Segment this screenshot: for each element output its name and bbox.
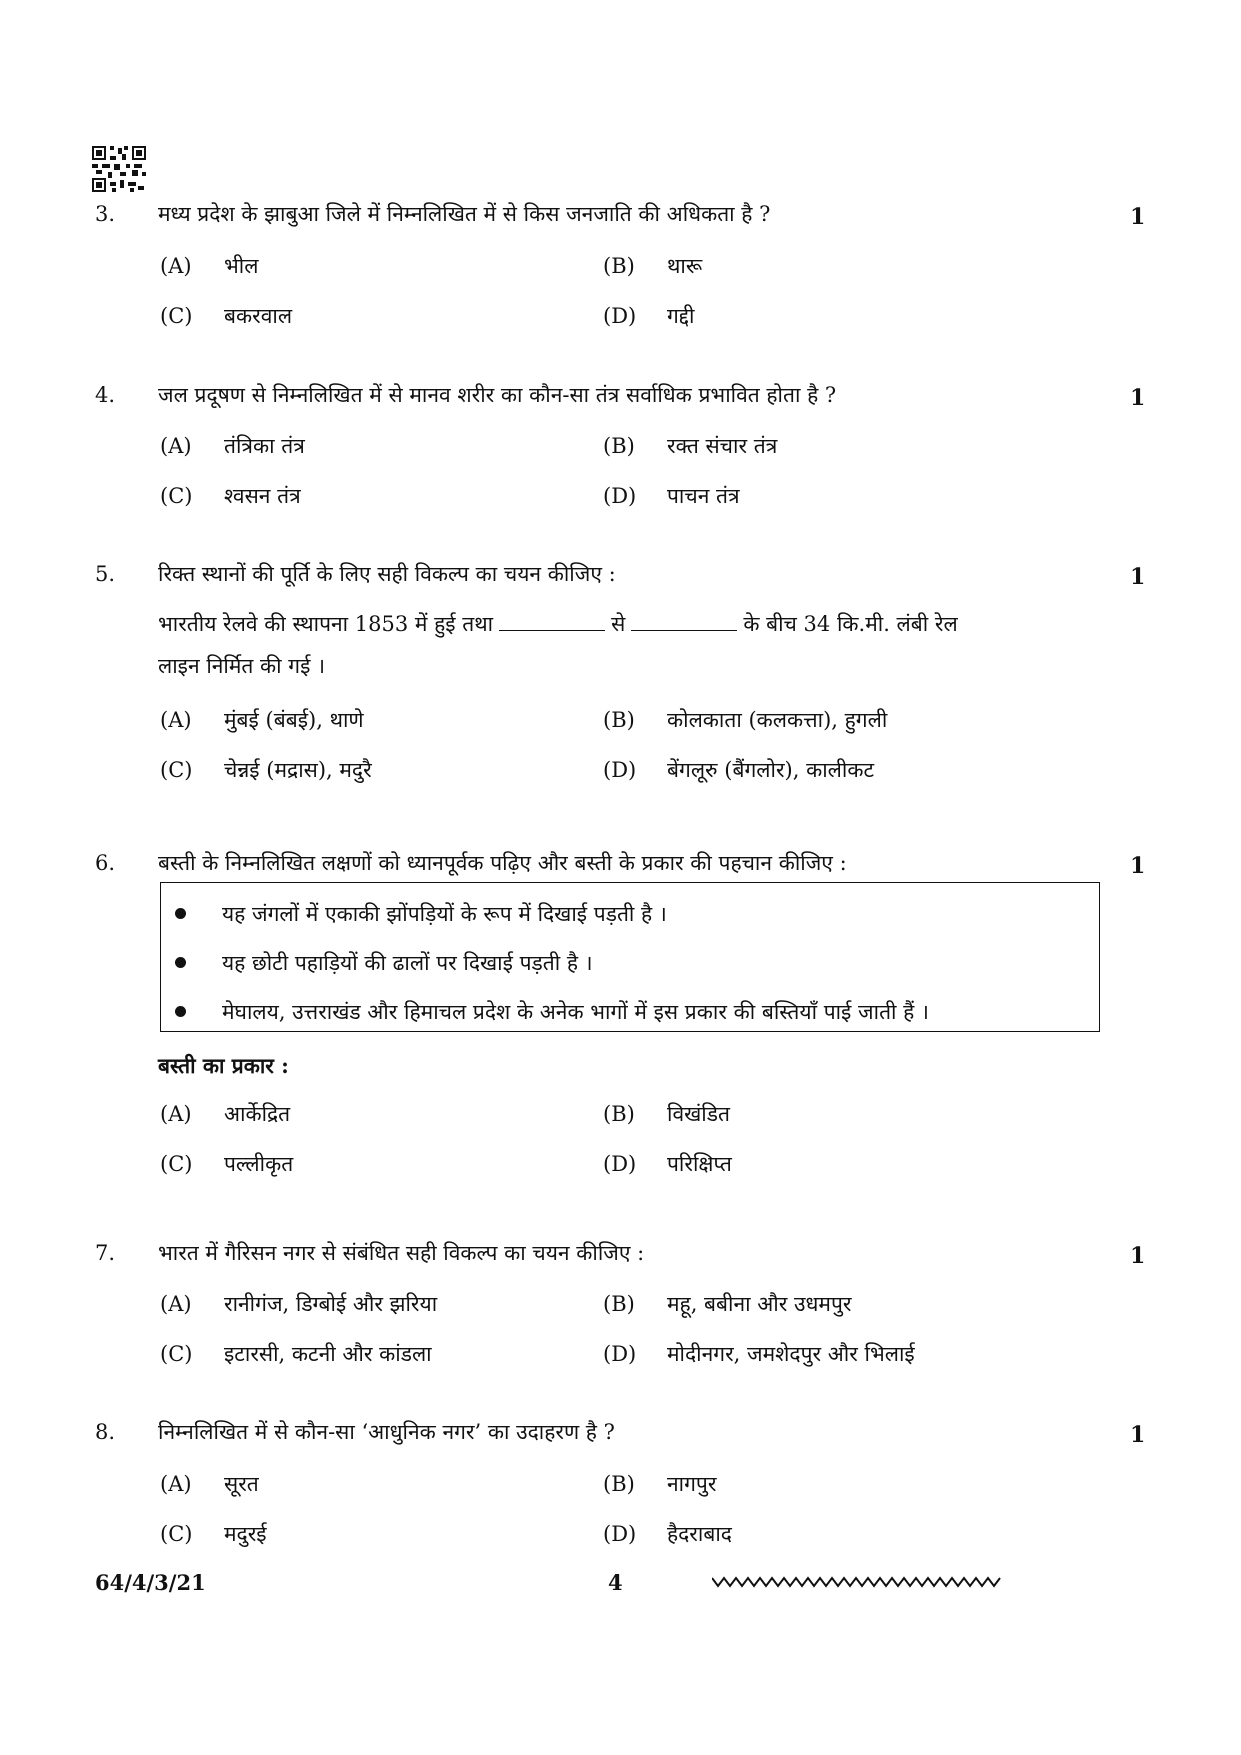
page-number: 4 bbox=[608, 1570, 623, 1595]
option-a: (A) सूरत bbox=[160, 1472, 259, 1496]
option-b: (B) विखंडित bbox=[603, 1102, 730, 1126]
option-d: (D) पाचन तंत्र bbox=[603, 484, 740, 508]
option-a: (A) रानीगंज, डिग्बोई और झरिया bbox=[160, 1292, 438, 1316]
question-text: निम्नलिखित में से कौन-सा ‘आधुनिक नगर’ का उदाहरण है ? bbox=[158, 1420, 615, 1444]
option-d: (D) परिक्षिप्त bbox=[603, 1152, 732, 1176]
question-text: जल प्रदूषण से निम्नलिखित में से मानव शरीर का कौन-सा तंत्र सर्वाधिक प्रभावित होता है ? bbox=[158, 383, 837, 407]
option-d: (D) बेंगलूरु (बैंगलोर), कालीकट bbox=[603, 758, 875, 782]
option-b: (B) कोलकाता (कलकत्ता), हुगली bbox=[603, 708, 888, 732]
question-number: 6. bbox=[95, 851, 116, 875]
option-c: (C) मदुरई bbox=[160, 1522, 267, 1546]
fill-in-sentence-line-2: लाइन निर्मित की गई । bbox=[158, 654, 326, 678]
option-b: (B) महू, बबीना और उधमपुर bbox=[603, 1292, 852, 1316]
question-number: 8. bbox=[95, 1420, 116, 1444]
question-marks: 1 bbox=[1130, 204, 1146, 230]
question-text: रिक्त स्थानों की पूर्ति के लिए सही विकल्प का चयन कीजिए : bbox=[158, 562, 616, 586]
option-a: (A) तंत्रिका तंत्र bbox=[160, 434, 305, 458]
option-c: (C) चेन्नई (मद्रास), मदुरै bbox=[160, 758, 372, 782]
option-c: (C) श्वसन तंत्र bbox=[160, 484, 301, 508]
bullet-icon bbox=[175, 957, 186, 968]
blank-1 bbox=[499, 612, 605, 631]
question-number: 7. bbox=[95, 1241, 116, 1265]
question-marks: 1 bbox=[1130, 385, 1146, 411]
qr-code bbox=[92, 146, 146, 192]
option-c: (C) इटारसी, कटनी और कांडला bbox=[160, 1342, 432, 1366]
option-d: (D) गद्दी bbox=[603, 304, 695, 328]
bullet-icon bbox=[175, 1006, 186, 1017]
bullet-icon bbox=[175, 908, 186, 919]
settlement-type-heading: बस्ती का प्रकार : bbox=[158, 1053, 289, 1078]
option-d: (D) मोदीनगर, जमशेदपुर और भिलाई bbox=[603, 1342, 915, 1366]
bullet-item: यह छोटी पहाड़ियों की ढालों पर दिखाई पड़ती है । bbox=[175, 949, 593, 977]
paper-code: 64/4/3/21 bbox=[95, 1570, 206, 1595]
blank-2 bbox=[631, 612, 737, 631]
option-b: (B) रक्त संचार तंत्र bbox=[603, 434, 778, 458]
question-text: बस्ती के निम्नलिखित लक्षणों को ध्यानपूर्वक पढ़िए और बस्ती के प्रकार की पहचान कीजिए : bbox=[158, 851, 847, 875]
bullet-item: मेघालय, उत्तराखंड और हिमाचल प्रदेश के अनेक भागों में इस प्रकार की बस्तियाँ पाई जाती हैं । bbox=[175, 998, 929, 1026]
question-number: 5. bbox=[95, 562, 116, 586]
option-a: (A) भील bbox=[160, 254, 259, 278]
bullet-item: यह जंगलों में एकाकी झोंपड़ियों के रूप में दिखाई पड़ती है । bbox=[175, 900, 667, 928]
question-marks: 1 bbox=[1130, 564, 1146, 590]
option-c: (C) बकरवाल bbox=[160, 304, 293, 328]
option-a: (A) आर्केद्रित bbox=[160, 1102, 291, 1126]
option-a: (A) मुंबई (बंबई), थाणे bbox=[160, 708, 364, 732]
option-b: (B) थारू bbox=[603, 254, 703, 278]
fill-in-sentence: भारतीय रेलवे की स्थापना 1853 में हुई तथा से के बीच 34 कि.मी. लंबी रेल bbox=[158, 612, 958, 636]
wavy-line-decoration bbox=[712, 1574, 1004, 1588]
question-text: भारत में गैरिसन नगर से संबंधित सही विकल्प का चयन कीजिए : bbox=[158, 1241, 645, 1265]
option-b: (B) नागपुर bbox=[603, 1472, 717, 1496]
question-marks: 1 bbox=[1130, 1422, 1146, 1448]
question-text: मध्य प्रदेश के झाबुआ जिले में निम्नलिखित में से किस जनजाति की अधिकता है ? bbox=[158, 202, 771, 226]
question-marks: 1 bbox=[1130, 1243, 1146, 1269]
question-number: 4. bbox=[95, 383, 116, 407]
question-number: 3. bbox=[95, 202, 116, 226]
option-d: (D) हैदराबाद bbox=[603, 1522, 732, 1546]
question-marks: 1 bbox=[1130, 853, 1146, 879]
option-c: (C) पल्लीकृत bbox=[160, 1152, 294, 1176]
